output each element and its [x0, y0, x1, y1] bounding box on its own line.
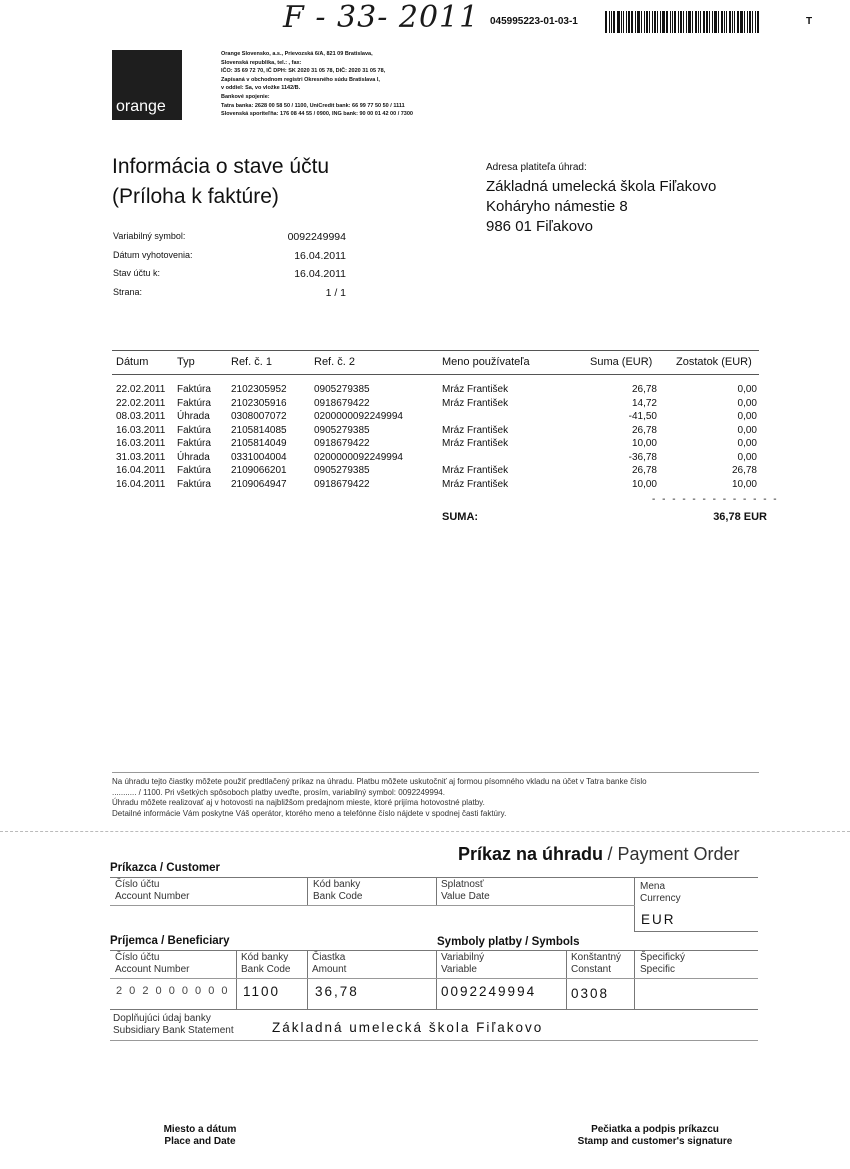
- table-cell: 10,00: [631, 478, 657, 490]
- symbols-section-title: Symboly platby / Symbols: [437, 936, 580, 948]
- meta-label-page: Strana:: [113, 287, 143, 297]
- sum-separator: - - - - - - - - - - - - -: [652, 494, 779, 505]
- table-row: [112, 397, 759, 411]
- table-cell: 0918679422: [314, 397, 370, 409]
- table-cell: 16.03.2011: [116, 438, 166, 449]
- beneficiary-bottom-rule: [110, 1009, 758, 1010]
- table-cell: 2105814049: [231, 438, 287, 449]
- table-row: [112, 464, 759, 478]
- barcode-bar: [698, 11, 699, 33]
- barcode-bar: [652, 11, 653, 33]
- table-cell: 0200000092249994: [314, 451, 403, 463]
- note-line: ........... / 1100. Pri všetkých spôsoboch platby uveďte, prosím, variabilný symbol: 0092249994.: [112, 787, 445, 797]
- barcode-bar: [626, 11, 627, 33]
- barcode-bar: [646, 11, 648, 33]
- table-cell: 26,78: [631, 424, 657, 436]
- table-cell: 0918679422: [314, 478, 370, 490]
- table-cell: Mráz František: [442, 478, 509, 490]
- barcode-bar: [623, 11, 624, 33]
- table-cell: 26,78: [731, 465, 757, 476]
- table-cell: 16.04.2011: [116, 478, 166, 490]
- payment-order-title: [458, 844, 740, 865]
- table-cell: 22.02.2011: [116, 384, 166, 395]
- barcode-bar: [729, 11, 731, 33]
- payment-title-sk: Príkaz na úhradu: [458, 844, 604, 864]
- barcode-bar: [712, 11, 713, 33]
- variable-symbol-label: Variabilný Variable: [441, 952, 485, 975]
- barcode-bar: [686, 11, 687, 33]
- beneficiary-account-label: Číslo účtu Account Number: [115, 952, 190, 975]
- meta-label-variable-symbol: Variabilný symbol:: [113, 231, 186, 241]
- barcode-bar: [621, 11, 622, 33]
- barcode-bar: [609, 11, 610, 33]
- barcode-bar: [683, 11, 684, 33]
- col-header-date: Dátum: [116, 356, 149, 368]
- barcode-bar: [637, 11, 640, 33]
- table-cell: 2102305916: [231, 397, 287, 409]
- table-cell: 0308007072: [231, 411, 287, 422]
- barcode-bar: [649, 11, 650, 33]
- meta-label-issue-date: Dátum vyhotovenia:: [113, 250, 193, 260]
- beneficiary-mid-rule: [110, 978, 758, 979]
- barcode-bar: [724, 11, 725, 33]
- currency-label: Mena Currency: [640, 881, 681, 904]
- payment-title-en: / Payment Order: [607, 844, 740, 864]
- constant-symbol-label: Konštantný Constant: [571, 952, 622, 975]
- table-cell: 14,72: [631, 397, 657, 409]
- barcode-bar: [757, 11, 759, 33]
- orange-logo: [112, 50, 182, 120]
- table-row: [112, 478, 759, 492]
- table-cell: 2105814085: [231, 424, 287, 436]
- company-line: Bankové spojenie:: [221, 93, 270, 100]
- barcode-bar: [672, 11, 673, 33]
- table-cell: Mráz František: [442, 424, 509, 436]
- variable-symbol-field[interactable]: 0092249994: [441, 984, 537, 999]
- barcode-bar: [628, 11, 630, 33]
- payment-notes: [112, 777, 772, 819]
- barcode-bar: [721, 11, 723, 33]
- barcode-bar: [631, 11, 633, 33]
- company-line: Tatra banka: 2628 00 58 50 / 1100, UniCredit bank: 66 99 77 50 50 / 1111: [221, 102, 405, 109]
- barcode-number: 045995223-01-03-1: [490, 16, 578, 27]
- divider: [634, 950, 635, 1010]
- barcode-bar: [755, 11, 756, 33]
- table-cell: 10,00: [631, 438, 657, 449]
- payer-top-rule: [110, 877, 758, 878]
- table-cell: 2109066201: [231, 465, 287, 476]
- barcode-bar: [700, 11, 701, 33]
- table-cell: 31.03.2011: [116, 451, 166, 463]
- company-line: Orange Slovensko, a.s., Prievozská 6/A, 821 09 Bratislava,: [221, 51, 373, 57]
- note-line: Na úhradu tejto čiastky môžete použiť predtlačený príkaz na úhradu. Platbu môžete uskutočniť aj formou písomného vkladu na účet v Tatra banke číslo: [112, 777, 647, 786]
- barcode-bar: [749, 11, 751, 33]
- transactions-table: [112, 383, 759, 491]
- table-cell: 2102305952: [231, 384, 287, 395]
- payer-section-title: Príkazca / Customer: [110, 862, 220, 874]
- col-header-amount: Suma (EUR): [590, 356, 653, 368]
- barcode-bar: [644, 11, 645, 33]
- constant-symbol-field[interactable]: 0308: [571, 986, 610, 1001]
- barcode-bar: [617, 11, 620, 33]
- specific-symbol-label: Špecifický Specific: [640, 952, 686, 975]
- table-cell: Faktúra: [177, 438, 211, 449]
- barcode-bar: [660, 11, 661, 33]
- supplement-bottom-rule: [110, 1040, 758, 1041]
- table-cell: Faktúra: [177, 424, 211, 436]
- table-row: [112, 424, 759, 438]
- table-cell: 16.03.2011: [116, 424, 166, 436]
- company-line: IČO: 35 69 72 70, IČ DPH: SK 2020 31 05 78, DIČ: 2020 31 05 78,: [221, 68, 386, 75]
- company-line: Slovenská republika, tel.: , fax:: [221, 59, 302, 66]
- meta-value-balance-date: 16.04.2011: [294, 268, 346, 280]
- address-line-2: Koháryho námestie 8: [486, 198, 628, 215]
- table-cell: 0200000092249994: [314, 411, 403, 422]
- table-cell: 16.04.2011: [116, 465, 166, 476]
- place-date-label: Miesto a dátum Place and Date: [163, 1124, 237, 1147]
- table-row: [112, 437, 759, 451]
- meta-label-balance-date: Stav účtu k:: [113, 268, 161, 278]
- table-cell: 0,00: [737, 438, 757, 449]
- barcode-bar: [654, 11, 656, 33]
- barcode-bar: [680, 11, 682, 33]
- table-cell: Faktúra: [177, 384, 211, 395]
- barcode-bar: [703, 11, 705, 33]
- payer-bank-code-label: Kód banky Bank Code: [313, 879, 363, 902]
- barcode-bar: [695, 11, 697, 33]
- col-header-balance: Zostatok (EUR): [676, 356, 752, 368]
- barcode-bar: [613, 11, 615, 33]
- table-cell: 0331004004: [231, 451, 287, 463]
- barcode-bar: [718, 11, 719, 33]
- meta-value-issue-date: 16.04.2011: [294, 250, 346, 262]
- barcode-bar: [740, 11, 743, 33]
- table-cell: Mráz František: [442, 438, 509, 449]
- table-cell: 10,00: [731, 478, 757, 490]
- barcode-bar: [706, 11, 708, 33]
- barcode-bar: [737, 11, 739, 33]
- note-line: Úhradu môžete realizovať aj v hotovosti na najbližšom predajnom mieste, ktoré prijíma hotovostné platby.: [112, 798, 485, 807]
- company-line: Zapísaná v obchodnom registri Okresného súdu Bratislava I,: [221, 76, 380, 83]
- table-cell: Úhrada: [177, 451, 210, 463]
- payer-account-label: Číslo účtu Account Number: [115, 879, 190, 902]
- barcode-bar: [744, 11, 745, 33]
- table-cell: 0,00: [737, 424, 757, 436]
- barcode-bar: [674, 11, 676, 33]
- barcode-bar: [641, 11, 642, 33]
- notes-rule: [112, 772, 759, 773]
- table-cell: Faktúra: [177, 478, 211, 490]
- table-cell: 26,78: [631, 384, 657, 395]
- table-cell: 08.03.2011: [116, 411, 166, 422]
- table-cell: 0,00: [737, 411, 757, 422]
- address-line-3: 986 01 Fiľakovo: [486, 218, 593, 235]
- col-header-type: Typ: [177, 356, 195, 368]
- sum-value: 36,78 EUR: [713, 511, 767, 523]
- barcode-bar: [709, 11, 710, 33]
- address-line-1: Základná umelecká škola Fiľakovo: [486, 178, 717, 195]
- cut-line: [0, 831, 850, 832]
- table-cell: Mráz František: [442, 384, 509, 395]
- meta-value-variable-symbol: 0092249994: [287, 231, 346, 243]
- barcode-bar: [726, 11, 727, 33]
- value-date-label: Splatnosť Value Date: [441, 879, 490, 902]
- beneficiary-account-field[interactable]: 2 0 2 0 0 0 0 0 0: [116, 985, 230, 997]
- col-header-ref1: Ref. č. 1: [231, 356, 272, 368]
- barcode-bar: [662, 11, 665, 33]
- handwritten-invoice-ref: F - 33- 2011: [283, 0, 480, 35]
- barcode-bar: [747, 11, 748, 33]
- barcode-bar: [688, 11, 691, 33]
- amount-field[interactable]: 36,78: [315, 984, 359, 999]
- sum-label: SUMA:: [442, 511, 479, 523]
- meta-value-page: 1 / 1: [325, 287, 346, 299]
- stamp-signature-label: Pečiatka a podpis príkazcu Stamp and customer's signature: [577, 1124, 733, 1147]
- currency-field[interactable]: EUR: [641, 912, 676, 927]
- table-cell: 0,00: [737, 397, 757, 409]
- barcode-bar: [605, 11, 607, 33]
- barcode-bar: [678, 11, 679, 33]
- table-cell: 0,00: [737, 384, 757, 395]
- table-row: [112, 410, 759, 424]
- beneficiary-bank-code-label: Kód banky Bank Code: [241, 952, 291, 975]
- beneficiary-bank-code-field[interactable]: 1100: [243, 984, 281, 999]
- table-cell: 0918679422: [314, 438, 370, 449]
- logo-text: orange: [116, 98, 166, 115]
- barcode-bar: [692, 11, 693, 33]
- divider: [436, 877, 437, 905]
- payer-bottom-rule: [110, 905, 635, 906]
- document-title: [112, 152, 329, 212]
- table-cell: -41,50: [628, 411, 657, 422]
- barcode-bar: [670, 11, 671, 33]
- barcode-bar: [635, 11, 636, 33]
- amount-label: Čiastka Amount: [312, 952, 347, 975]
- col-header-user: Meno používateľa: [442, 356, 530, 368]
- table-cell: Úhrada: [177, 411, 210, 422]
- company-line: v oddiel: Sa, vo vložke 1142/B.: [221, 85, 301, 92]
- supplement-label: Doplňujúci údaj banky Subsidiary Bank Statement: [113, 1013, 234, 1036]
- barcode-bar: [734, 11, 735, 33]
- table-header-rule: [112, 374, 759, 375]
- col-header-ref2: Ref. č. 2: [314, 356, 355, 368]
- divider: [307, 877, 308, 905]
- barcode-bar: [666, 11, 668, 33]
- table-cell: 22.02.2011: [116, 397, 166, 409]
- divider: [307, 950, 308, 1010]
- barcode-bar: [752, 11, 753, 33]
- divider: [566, 950, 567, 1010]
- barcode-icon: [605, 11, 783, 33]
- barcode-bar: [714, 11, 717, 33]
- table-cell: 0905279385: [314, 465, 370, 476]
- table-cell: 2109064947: [231, 478, 287, 490]
- table-cell: 0905279385: [314, 384, 370, 395]
- table-cell: -36,78: [628, 451, 657, 463]
- table-cell: Mráz František: [442, 465, 509, 476]
- table-top-rule: [112, 350, 759, 351]
- barcode-bar: [732, 11, 733, 33]
- barcode-bar: [657, 11, 658, 33]
- beneficiary-section-title: Príjemca / Beneficiary: [110, 935, 230, 947]
- company-info: [221, 50, 451, 119]
- table-cell: Mráz František: [442, 397, 509, 409]
- table-row: [112, 451, 759, 465]
- currency-bottom-rule: [634, 931, 758, 932]
- barcode-suffix: T: [806, 16, 813, 27]
- barcode-bar: [611, 11, 612, 33]
- title-line-1: Informácia o stave účtu: [112, 155, 330, 178]
- table-row: [112, 383, 759, 397]
- table-cell: Faktúra: [177, 397, 211, 409]
- title-line-2: (Príloha k faktúre): [112, 185, 279, 208]
- table-cell: 0,00: [737, 451, 757, 463]
- divider: [436, 950, 437, 1010]
- divider: [236, 950, 237, 1010]
- table-cell: 0905279385: [314, 424, 370, 436]
- table-cell: 26,78: [631, 465, 657, 476]
- company-line: Slovenská sporiteľňa: 176 08 44 55 / 0900, ING bank: 90 00 01 42 00 / 7300: [221, 111, 413, 118]
- supplement-field[interactable]: Základná umelecká škola Fiľakovo: [272, 1020, 544, 1035]
- table-cell: Faktúra: [177, 465, 211, 476]
- note-line: Detailné informácie Vám poskytne Váš operátor, ktorého meno a telefónne číslo nájdete v spodnej časti faktúry.: [112, 808, 507, 818]
- beneficiary-top-rule: [110, 950, 758, 951]
- address-label: Adresa platiteľa úhrad:: [486, 162, 587, 173]
